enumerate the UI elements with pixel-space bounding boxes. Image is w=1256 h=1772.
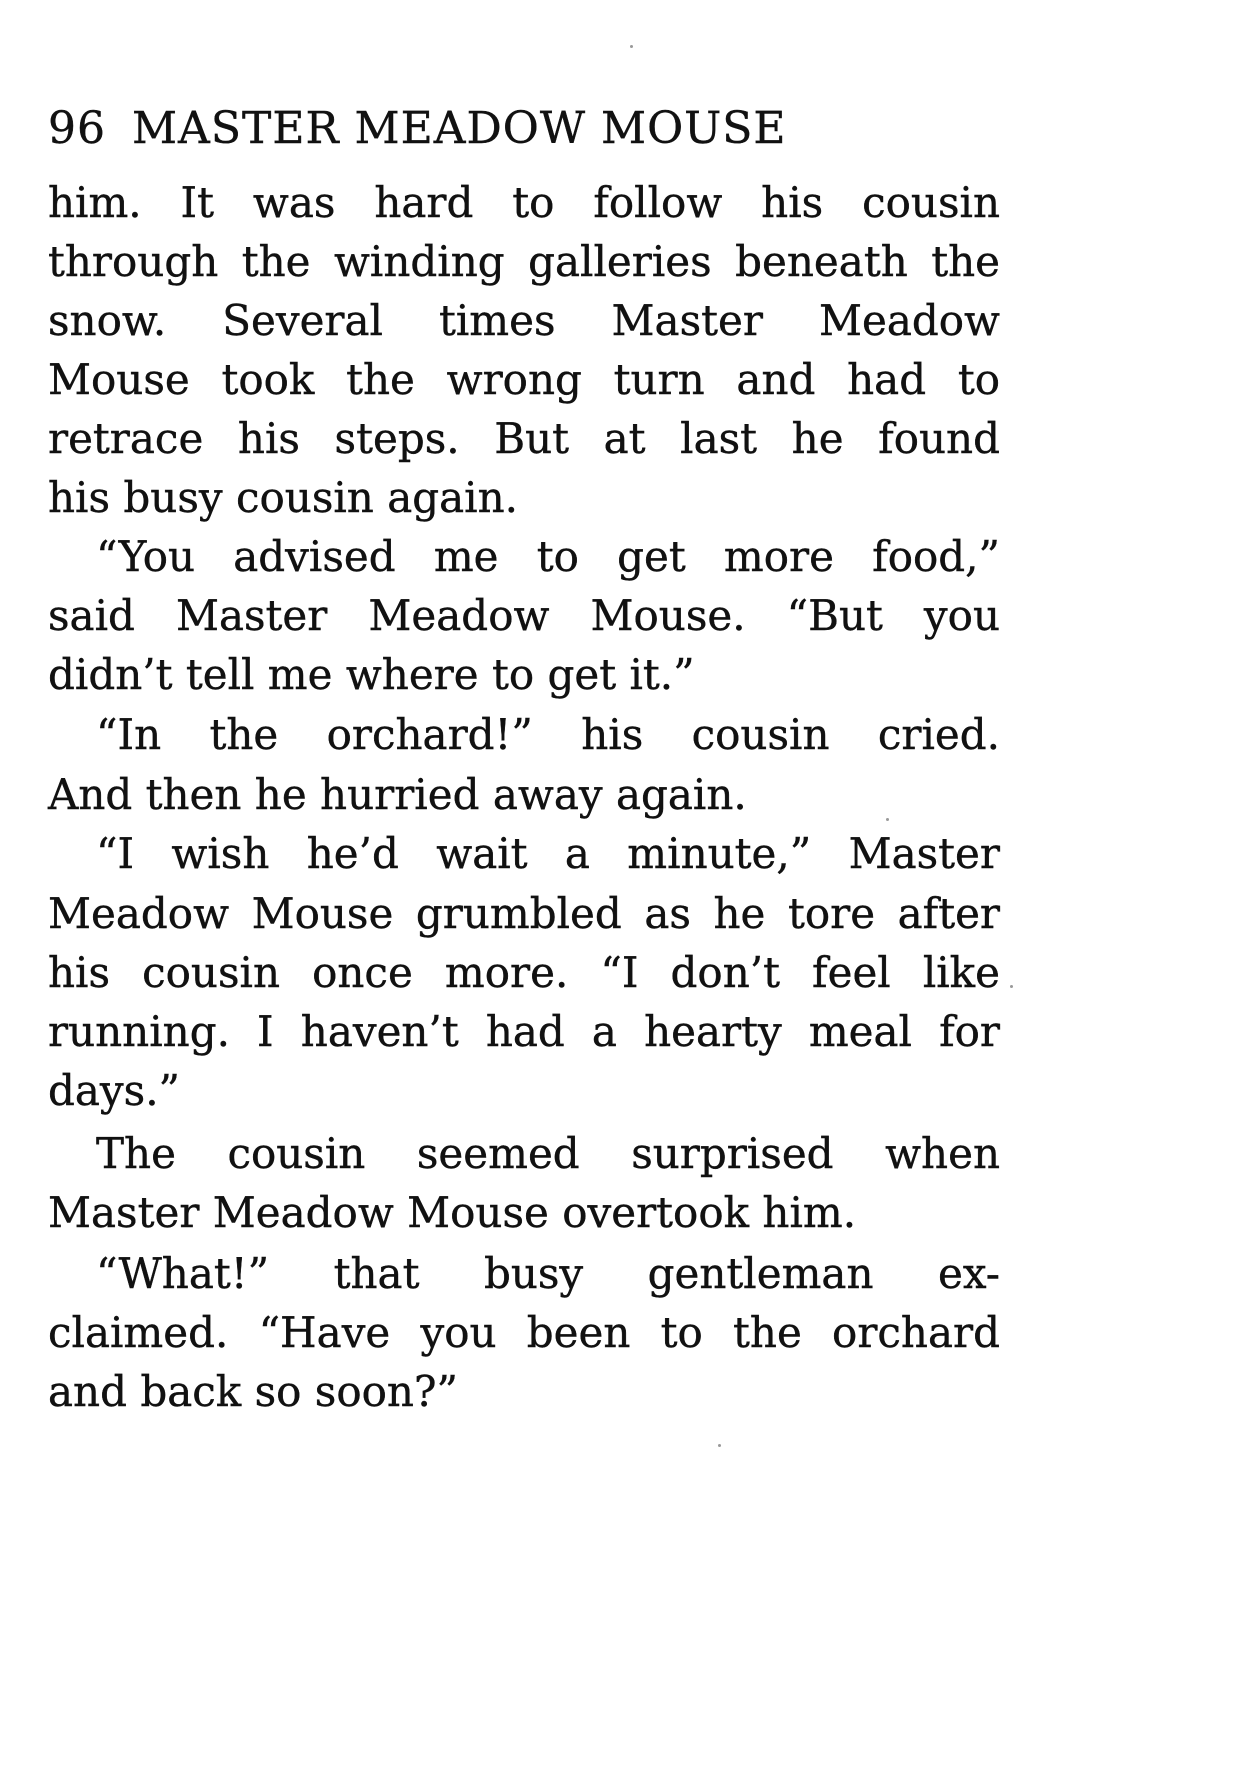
paper-speck xyxy=(718,1444,721,1447)
text-line: days.” xyxy=(48,1066,181,1115)
text-line: The cousin seemed surprised when xyxy=(96,1129,1000,1178)
text-line: Master Meadow Mouse overtook him. xyxy=(48,1188,857,1237)
text-line: Meadow Mouse grumbled as he tore after xyxy=(48,889,1000,938)
text-line: didn’t tell me where to get it.” xyxy=(48,650,695,699)
page-number: 96 xyxy=(48,103,106,154)
paper-speck xyxy=(1010,985,1013,988)
text-line: his busy cousin again. xyxy=(48,473,518,522)
running-title: MASTER MEADOW MOUSE xyxy=(132,103,787,154)
text-line: and back so soon?” xyxy=(48,1367,458,1416)
page-header xyxy=(48,103,928,163)
text-line: snow. Several times Master Meadow xyxy=(48,296,1000,345)
text-line: running. I haven’t had a hearty meal for xyxy=(48,1007,1000,1056)
text-line: claimed. “Have you been to the orchard xyxy=(48,1308,1000,1357)
text-line: Mouse took the wrong turn and had to xyxy=(48,355,1000,404)
text-line: And then he hurried away again. xyxy=(48,770,747,819)
paper-speck xyxy=(886,818,889,821)
text-line: “I wish he’d wait a minute,” Master xyxy=(96,829,1000,878)
text-line: him. It was hard to follow his cousin xyxy=(48,178,1000,227)
text-line: “In the orchard!” his cousin cried. xyxy=(96,710,1000,759)
text-line: his cousin once more. “I don’t feel like xyxy=(48,948,1000,997)
text-line: said Master Meadow Mouse. “But you xyxy=(48,591,1000,640)
text-line: “You advised me to get more food,” xyxy=(96,532,1000,581)
text-line: through the winding galleries beneath the xyxy=(48,237,1000,286)
text-line: retrace his steps. But at last he found xyxy=(48,414,1000,463)
text-line: “What!” that busy gentleman ex- xyxy=(96,1249,1000,1298)
paper-speck xyxy=(630,45,633,48)
